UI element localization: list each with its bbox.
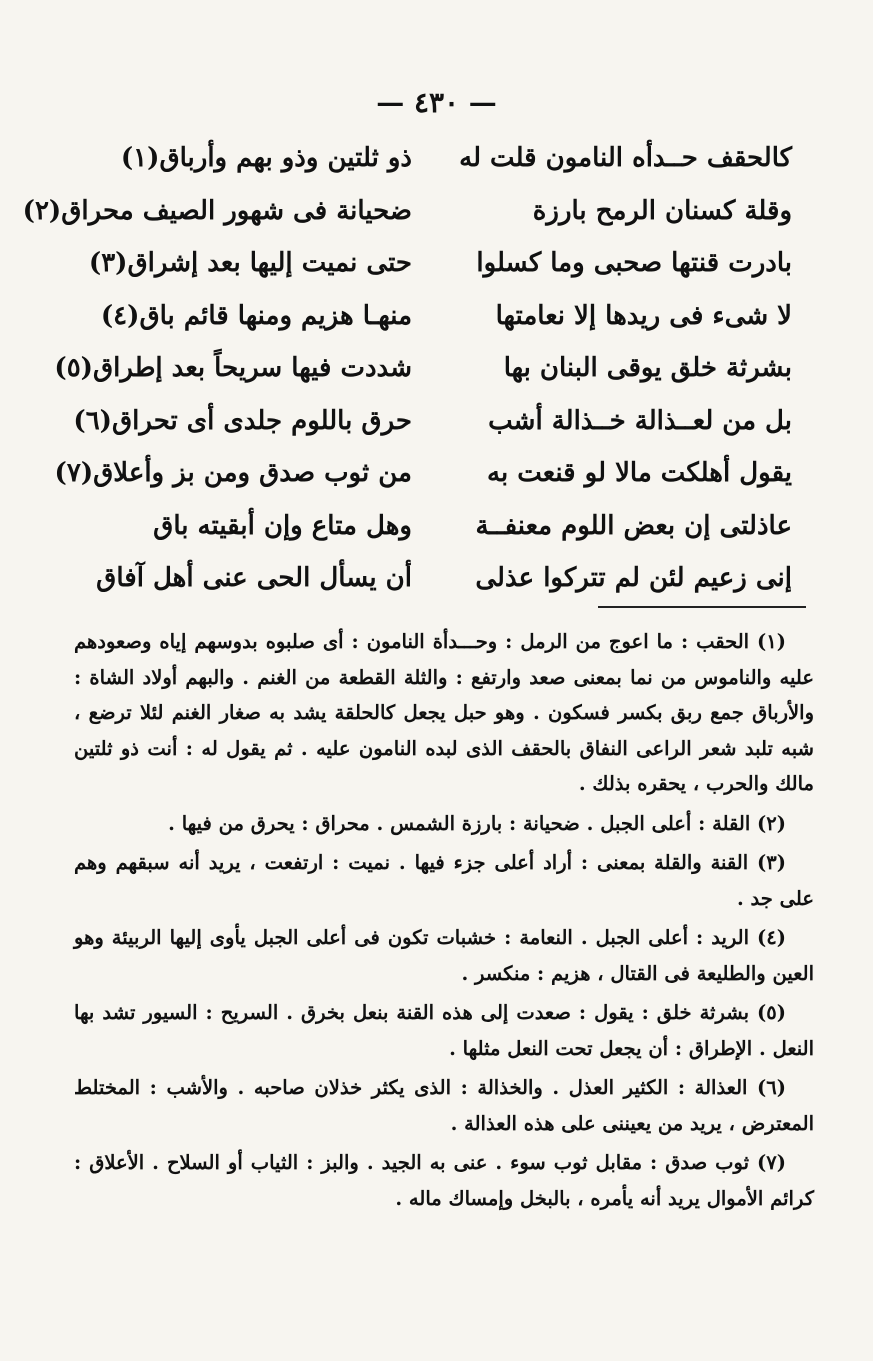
verse xyxy=(72,500,792,553)
footnote: (٣) القنة والقلة بمعنى : أراد أعلى جزء فيها . نميت : ارتفعت ، يريد أنه سبقهم وهم على جد . xyxy=(74,851,814,910)
footnote-separator xyxy=(598,606,806,608)
verse xyxy=(72,552,792,605)
verse xyxy=(22,185,792,238)
verse-second-hemistich: أن يسأل الحى عنى أهل آفاق xyxy=(96,563,412,594)
verse xyxy=(54,447,792,500)
verse xyxy=(72,132,792,185)
verse-first-hemistich: وقلة كسنان الرمح بارزة xyxy=(532,195,792,226)
verse-first-hemistich: عاذلتى إن بعض اللوم معنفــة xyxy=(475,510,792,541)
poem xyxy=(22,132,792,605)
verse-second-hemistich: ضحيانة فى شهور الصيف محراق(٢) xyxy=(22,195,412,226)
verse-second-hemistich: ذو ثلتين وذو بهم وأرباق(١) xyxy=(120,143,412,174)
verse-first-hemistich: يقول أهلكت مالا لو قنعت به xyxy=(487,458,792,489)
verse-first-hemistich: كالحقف حــدأه النامون قلت له xyxy=(459,143,792,174)
verse-second-hemistich: شددت فيها سريحاً بعد إطراق(٥) xyxy=(54,353,412,384)
verse-first-hemistich: بشرثة خلق يوقى البنان بها xyxy=(503,353,792,384)
verse xyxy=(72,290,792,343)
verse-first-hemistich: بل من لعــذالة خــذالة أشب xyxy=(488,405,792,436)
verse-second-hemistich: حتى نميت إليها بعد إشراق(٣) xyxy=(88,248,412,279)
footnote: (٦) العذالة : الكثير العذل . والخذالة : الذى يكثر خذلان صاحبه . والأشب : المختلط المعترض ، يريد من يعيننى على هذه العذالة . xyxy=(74,1076,814,1135)
footnote: (١) الحقب : ما اعوج من الرمل : وحـــدأة النامون : أى صلبوه بدوسهم إياه وصعودهم عليه والناموس من نما بمعنى صعد وارتفع : والثلة القطعة من الغنم . والبهم أولاد الشاة : والأرباق جمع ربق بكسر فسكون . وهو حبل يجعل كالحلقة يشد به صغار الغنم لئلا ترضع ، شبه تلبد شعر الراعى النفاق بالحقف الذى لبده النامون عليه . ثم يقول له : أنت ذو ثلتين مالك والحرب ، يحقره بذلك . xyxy=(74,630,814,795)
verse xyxy=(72,237,792,290)
footnote: (٥) بشرثة خلق : يقول : صعدت إلى هذه القنة بنعل بخرق . السريح : السيور تشد بها النعل . الإطراق : أن يجعل تحت النعل مثلها . xyxy=(74,1001,814,1060)
footnotes xyxy=(74,624,814,1220)
footnote: (٢) القلة : أعلى الجبل . ضحيانة : بارزة الشمس . محراق : يحرق من فيها . xyxy=(168,811,786,835)
verse-second-hemistich: وهل متاع وإن أبقيته باق xyxy=(153,510,412,541)
verse-first-hemistich: إنى زعيم لئن لم تتركوا عذلى xyxy=(475,563,792,594)
verse xyxy=(54,342,792,395)
verse-first-hemistich: لا شىء فى ريدها إلا نعامتها xyxy=(495,300,792,331)
verse-second-hemistich: حرق باللوم جلدى أى تحراق(٦) xyxy=(73,405,412,436)
verse-second-hemistich: منهـا هزيم ومنها قائم باق(٤) xyxy=(100,300,412,331)
footnote: (٧) ثوب صدق : مقابل ثوب سوء . عنى به الجيد . والبز : الثياب أو السلاح . الأعلاق : كرائم الأموال يريد أنه يأمره ، بالبخل وإمساك ماله . xyxy=(74,1151,814,1210)
footnote: (٤) الريد : أعلى الجبل . النعامة : خشبات تكون فى أعلى الجبل يأوى إليها الربيئة وهو العين والطليعة فى القتال ، هزيم : منكسر . xyxy=(74,926,814,985)
verse xyxy=(72,395,792,448)
page-number: — ٤٣٠ — xyxy=(376,86,497,119)
verse-second-hemistich: من ثوب صدق ومن بز وأعلاق(٧) xyxy=(54,458,412,489)
verse-first-hemistich: بادرت قنتها صحبى وما كسلوا xyxy=(476,248,792,279)
